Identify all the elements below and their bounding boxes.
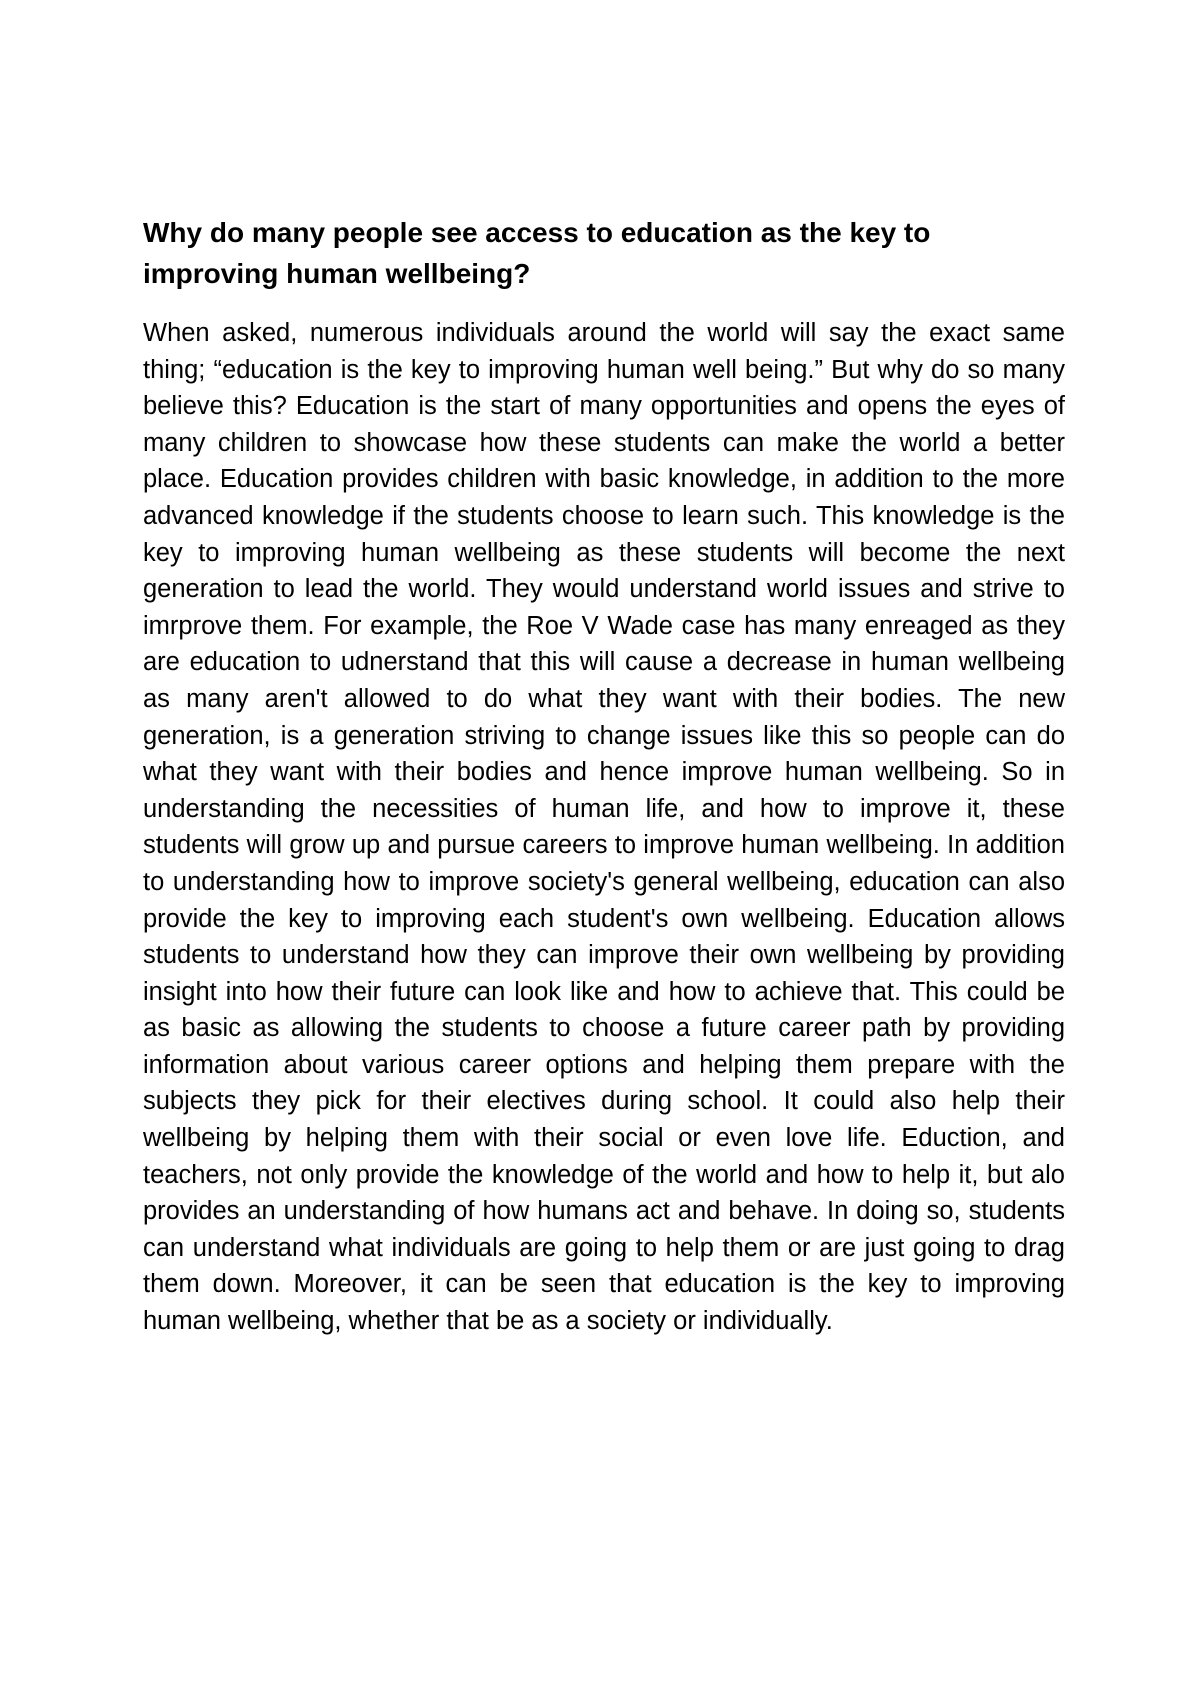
document-content (143, 212, 1065, 1340)
document-title: Why do many people see access to education as the key to improving human wellbeing? (143, 217, 931, 289)
document-body-paragraph: When asked, numerous individuals around the world will say the exact same thing; “education is the key to improving human well being.” But why do so many believe this? Education is the start of many opportunities and opens the eyes of many children to showcase how these students can make the world a better place. Education provides children with basic knowledge, in addition to the more advanced knowledge if the students choose to learn such. This knowledge is the key to improving human wellbeing as these students will become the next generation to lead the world. They would understand world issues and strive to imrprove them. For example, the Roe V Wade case has many enreaged as they are education to udnerstand that this will cause a decrease in human wellbeing as many aren't allowed to do what they want with their bodies. The new generation, is a generation striving to change issues like this so people can do what they want with their bodies and hence improve human wellbeing. So in understanding the necessities of human life, and how to improve it, these students will grow up and pursue careers to improve human wellbeing. In addition to understanding how to improve society's general wellbeing, education can also provide the key to improving each student's own wellbeing. Education allows students to understand how they can improve their own wellbeing by providing insight into how their future can look like and how to achieve that. This could be as basic as allowing the students to choose a future career path by providing information about various career options and helping them prepare with the subjects they pick for their electives during school. It could also help their wellbeing by helping them with their social or even love life. Eduction, and teachers, not only provide the knowledge of the world and how to help it, but alo provides an understanding of how humans act and behave. In doing so, students can understand what individuals are going to help them or are just going to drag them down. Moreover, it can be seen that education is the key to improving human wellbeing, whether that be as a society or individually. (143, 319, 1065, 1336)
